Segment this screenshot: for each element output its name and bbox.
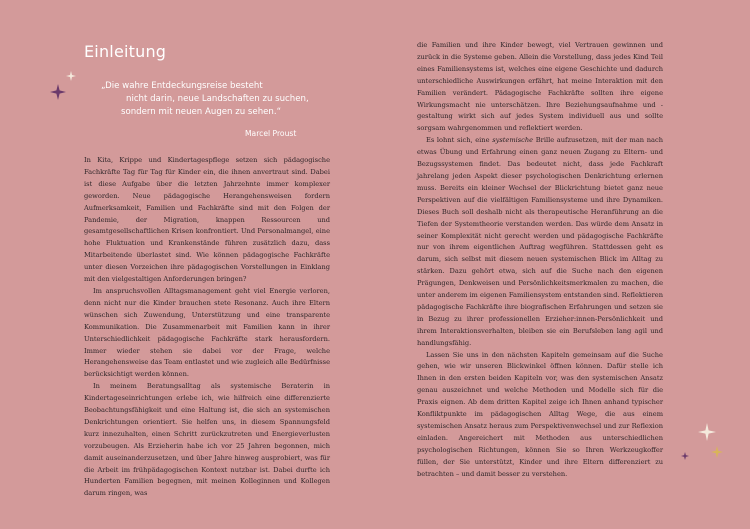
- paragraph: In Kita, Krippe und Kindertagespflege setzen sich pädagogische Fachkräfte Tag für Tag für Kinder ein, die ihnen anvertraut sind. Dabei ist diese Aufgabe über die letzten Jahrzehnte immer komplexer geworden. Neue pädagogische Herangehensweisen fordern Aufmerksamkeit, Familien und Fachkräfte sind mit den Folgen der Pandemie, der Migration, knappen Ressourcen und gesamtgesellschaftlichen Krisen konfrontiert. Und Personalmangel, eine hohe Fluktuation und Krankenstände führen zusätzlich dazu, dass Mitarbeitende überlastet sind. Wie können pädagogische Fachkräfte unter diesen Vorzeichen ihre pädagogischen Vorstellungen in Einklang mit den vielgestaltigen Anforderungen bringen?: [84, 156, 330, 284]
- body-text-left: [84, 155, 330, 500]
- quote-line: sondern mit neuen Augen zu sehen.“: [121, 107, 282, 118]
- right-page: [375, 0, 750, 529]
- paragraph: In meinem Beratungsalltag als systemische Beraterin in Kindertageseinrichtungen erlebe ich, wie hilfreich eine differenzierte Beobachtungsfähigkeit und eine Haltung ist, die sich an systemischen Denkrichtungen orientiert. Sie helfen uns, in diesem Spannungsfeld kurz innezuhalten, einen Schritt zurückzutreten und Energieverlusten vorzubeugen. Als Erzieherin habe ich vor 25 Jahren begonnen, mich damit auseinanderzusetzen, und über Jahre hinweg ausprobiert, was für die Arbeit im frühpädagogischen Kontext nutzbar ist. Dabei durfte ich Hunderten Familien begegnen, mit meinen Kolleginnen und Kollegen darum ringen, was: [84, 382, 330, 498]
- quote-author: Marcel Proust: [245, 129, 297, 138]
- sparkle-icon: [698, 423, 716, 441]
- paragraph: Es lohnt sich, eine systemische Brille aufzusetzen, mit der man nach etwas Übung und Erfahrung einen ganz neuen Zugang zu Eltern- und Bezugssystemen findet. Das bedeutet nicht, dass jede Fachkraft jahrelang jeden Aspekt dieser psychologischen Denkrichtung erlernen muss. Bereits ein kleiner Wechsel der Blickrichtung bietet ganz neue Perspektiven auf die vielfältigen Familiensysteme und ihre Dynamiken. Dieses Buch soll deshalb nicht als therapeutische Heranführung an die Tiefen der Systemtheorie verstanden werden. Das würde dem Ansatz in seiner Komplexität nicht gerecht werden und pädagogische Fachkräfte nur von ihrem eigentlichen Auftrag wegführen. Stattdessen geht es darum, sich selbst mit diesem neuen systemischen Blick im Alltag zu stärken. Dazu gehört etwa, sich auf die Suche nach den eigenen Prägungen, Denkweisen und Persönlichkeitsmerkmalen zu machen, die unter anderem im eigenen Familiensystem entstanden sind. Reflektieren pädagogische Fachkräfte ihre biografischen Erfahrungen und setzen sie in Bezug zu ihrer professionellen Erzieher:innen-Persönlichkeit und ihrem Interaktionsverhalten, bleiben sie ein Berufsleben lang agil und handlungsfähig.: [417, 136, 663, 347]
- sparkle-icon: [711, 446, 723, 458]
- epigraph-quote: [101, 80, 331, 120]
- sparkle-icon: [50, 84, 66, 100]
- emphasis: systemische: [492, 136, 534, 145]
- chapter-title: Einleitung: [84, 42, 167, 61]
- paragraph: Im anspruchsvollen Alltagsmanagement geht viel Energie verloren, denn nicht nur die Kinder brauchen stete Resonanz. Auch ihre Eltern wünschen sich Zuwendung, Unterstützung und eine transparente Kommunikation. Die Zusammenarbeit mit Familien kann in ihrer Unterschiedlichkeit pädagogische Fachkräfte stark herausfordern. Immer wieder stehen sie dabei vor der Frage, welche Herangehensweise das Team entlastet und wie zugleich alle Bedürfnisse berücksichtigt werden können.: [84, 286, 330, 379]
- sparkle-icon: [66, 71, 76, 81]
- quote-line: „Die wahre Entdeckungsreise besteht: [101, 81, 263, 91]
- quote-line: nicht darin, neue Landschaften zu suchen,: [126, 94, 309, 105]
- paragraph: die Familien und ihre Kinder bewegt, viel Vertrauen gewinnen und zurück in die Systeme geben. Allein die Vorstellung, dass jedes Kind Teil eines Familiensystems ist, welches eine eigene Geschichte und dadurch unterschiedliche Auswirkungen erfährt, hat meine Interaktion mit den Familien verändert. Pädagogische Fachkräfte sollten ihre eigene Wirkungsmacht nie unterschätzen. Ihre Beziehungsaufnahme und -gestaltung wirkt sich auf jedes System individuell aus und sollte sorgsam wahrgenommen und reflektiert werden.: [417, 41, 663, 133]
- paragraph: Lassen Sie uns in den nächsten Kapiteln gemeinsam auf die Suche gehen, wie wir unseren Blickwinkel öffnen können. Dafür stelle ich Ihnen in den ersten beiden Kapiteln vor, was den systemischen Ansatz genau auszeichnet und welche Methoden und Modelle sich für die Praxis eignen. Ab dem dritten Kapitel zeige ich Ihnen anhand typischer Konfliktpunkte im pädagogischen Alltag Wege, die aus einem systemischen Ansatz heraus zum Perspektivenwechsel und zur Reflexion einladen. Angereichert mit Methoden aus unterschiedlichen psychologischen Richtungen, können Sie so Ihren Werkzeugkoffer füllen, der Sie unterstützt, Kinder und ihre Eltern differenziert zu betrachten – und damit besser zu verstehen.: [417, 350, 663, 478]
- body-text-right: [417, 40, 663, 481]
- sparkle-icon: [681, 452, 689, 460]
